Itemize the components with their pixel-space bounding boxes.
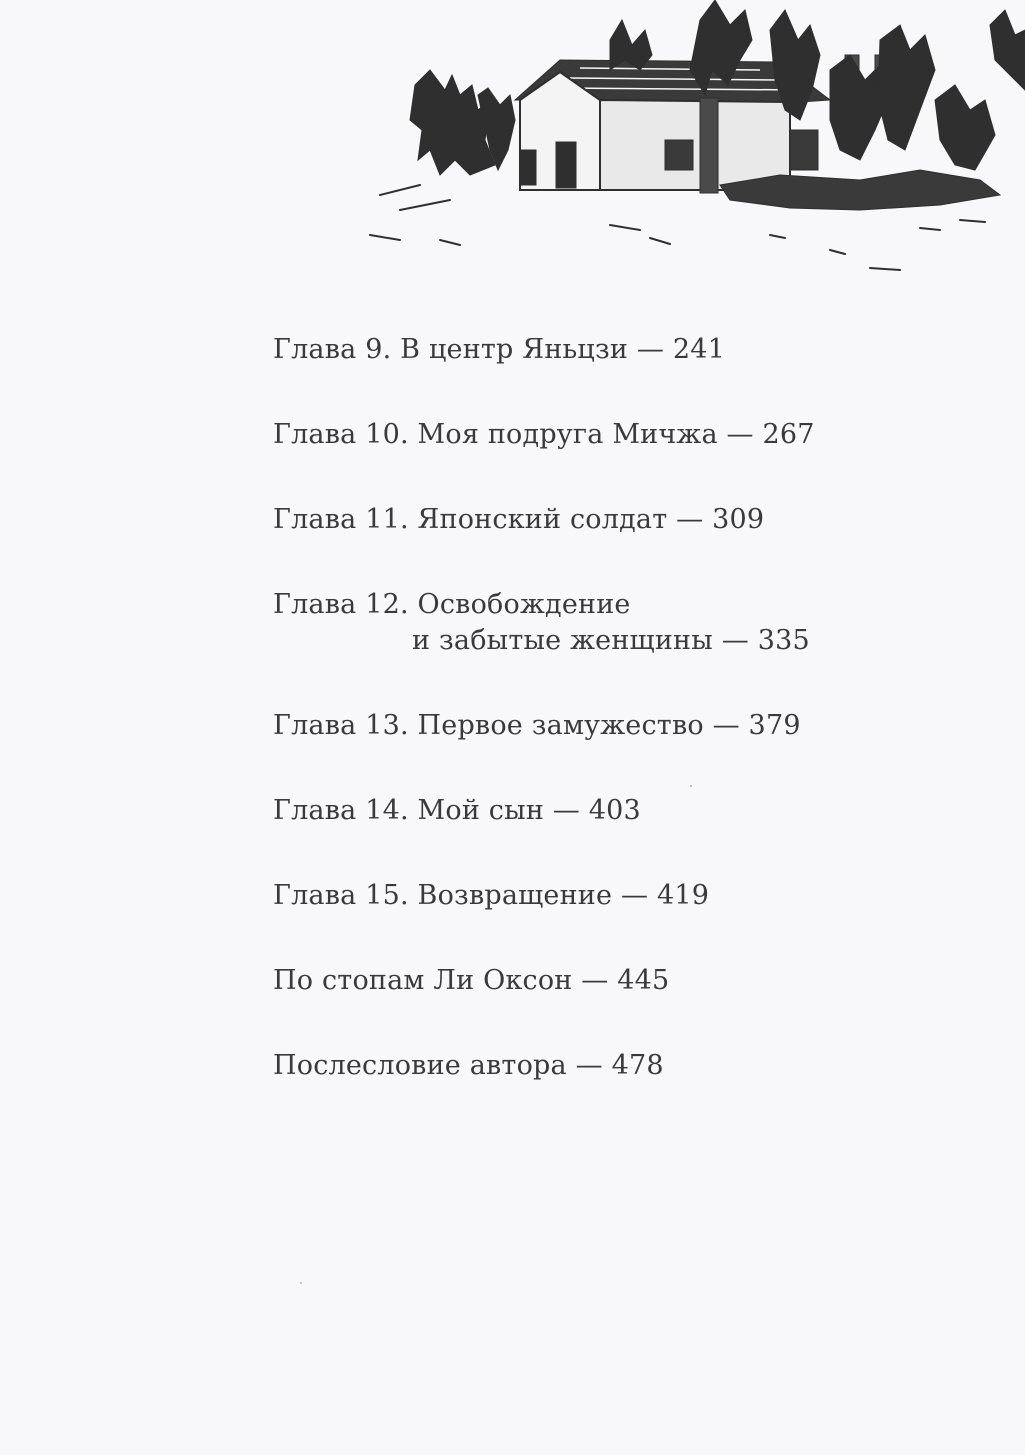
toc-entry-text: Послесловие автора — 478 [273, 1050, 664, 1081]
toc-entry-chapter-13[interactable] [273, 708, 801, 744]
toc-entry-chapter-14[interactable] [273, 793, 641, 829]
toc-entry-text: Глава 12. Освобождение [273, 589, 631, 620]
toc-entry-text: По стопам Ли Оксон — 445 [273, 965, 670, 996]
house-with-trees-sketch-icon [360, 0, 1025, 280]
toc-entry-in-the-footsteps[interactable] [273, 963, 669, 999]
toc-entry-chapter-11[interactable] [273, 502, 764, 538]
toc-entry-text: Глава 9. В центр Яньцзи — 241 [273, 334, 725, 365]
toc-entry-chapter-10[interactable] [273, 417, 815, 453]
toc-entry-text: Глава 15. Возвращение — 419 [273, 880, 710, 911]
toc-entry-afterword[interactable] [273, 1048, 664, 1084]
toc-entry-text: Глава 10. Моя подруга Мичжа — 267 [273, 419, 815, 450]
paper-speck [300, 1282, 302, 1284]
toc-entry-chapter-12[interactable] [273, 587, 810, 659]
toc-entry-text: Глава 14. Мой сын — 403 [273, 795, 641, 826]
toc-entry-chapter-15[interactable] [273, 878, 709, 914]
toc-entry-text: Глава 13. Первое замужество — 379 [273, 710, 801, 741]
toc-entry-text: Глава 11. Японский солдат — 309 [273, 504, 765, 535]
toc-entry-text-continued: и забытые женщины — 335 [412, 625, 810, 656]
paper-speck [690, 785, 692, 787]
toc-entry-chapter-9[interactable] [273, 332, 725, 368]
